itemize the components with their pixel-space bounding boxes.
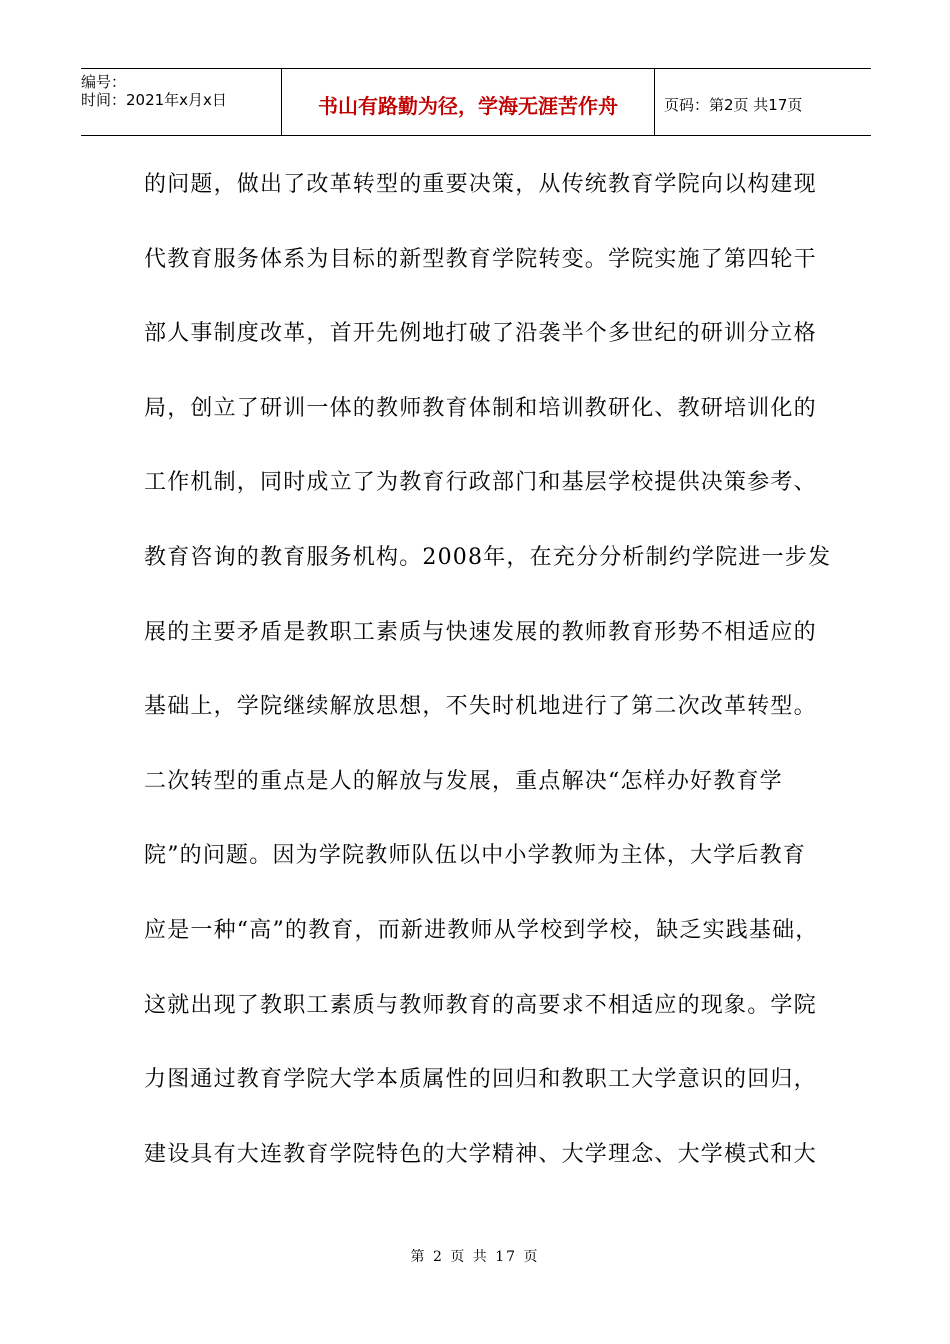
document-number-label: 编号：	[81, 73, 127, 91]
text-line: 力图通过教育学院大学本质属性的回归和教职工大学意识的回归，	[144, 1067, 817, 1093]
text-line: 代教育服务体系为目标的新型教育学院转变。学院实施了第四轮干	[144, 246, 817, 272]
page-footer: 第 2 页 共 17 页	[410, 1249, 540, 1265]
text-line: 基础上，学院继续解放思想，不失时机地进行了第二次改革转型。	[144, 694, 817, 720]
text-line: 这就出现了教职工素质与教师教育的高要求不相适应的现象。学院	[144, 992, 817, 1018]
header-meta	[81, 69, 282, 135]
text-line: 的问题，做出了改革转型的重要决策，从传统教育学院向以构建现	[144, 172, 817, 197]
text-line: 院”的问题。因为学院教师队伍以中小学教师为主体，大学后教育	[144, 843, 807, 869]
text-line: 展的主要矛盾是教职工素质与快速发展的教师教育形势不相适应的	[144, 619, 817, 645]
text-line: 部人事制度改革，首开先例地打破了沿袭半个多世纪的研训分立格	[144, 321, 817, 347]
text-line: 局，创立了研训一体的教师教育体制和培训教研化、教研培训化的	[144, 395, 817, 421]
header-motto: 书山有路勤为径，学海无涯苦作舟	[282, 69, 655, 135]
text-line: 应是一种“高”的教育，而新进教师从学校到学校，缺乏实践基础，	[144, 917, 819, 943]
text-line: 工作机制，同时成立了为教育行政部门和基层学校提供决策参考、	[144, 470, 817, 496]
document-time-label: 时间：2021年x月x日	[81, 91, 227, 109]
page-header	[81, 68, 871, 136]
text-line: 教育咨询的教育服务机构。2008年，在充分分析制约学院进一步发	[144, 544, 832, 570]
text-line: 建设具有大连教育学院特色的大学精神、大学理念、大学模式和大	[144, 1141, 817, 1167]
text-line: 二次转型的重点是人的解放与发展，重点解决“怎样办好教育学	[144, 768, 783, 794]
body-text	[144, 163, 832, 1207]
header-page-code: 页码：第2页 共17页	[664, 95, 803, 114]
